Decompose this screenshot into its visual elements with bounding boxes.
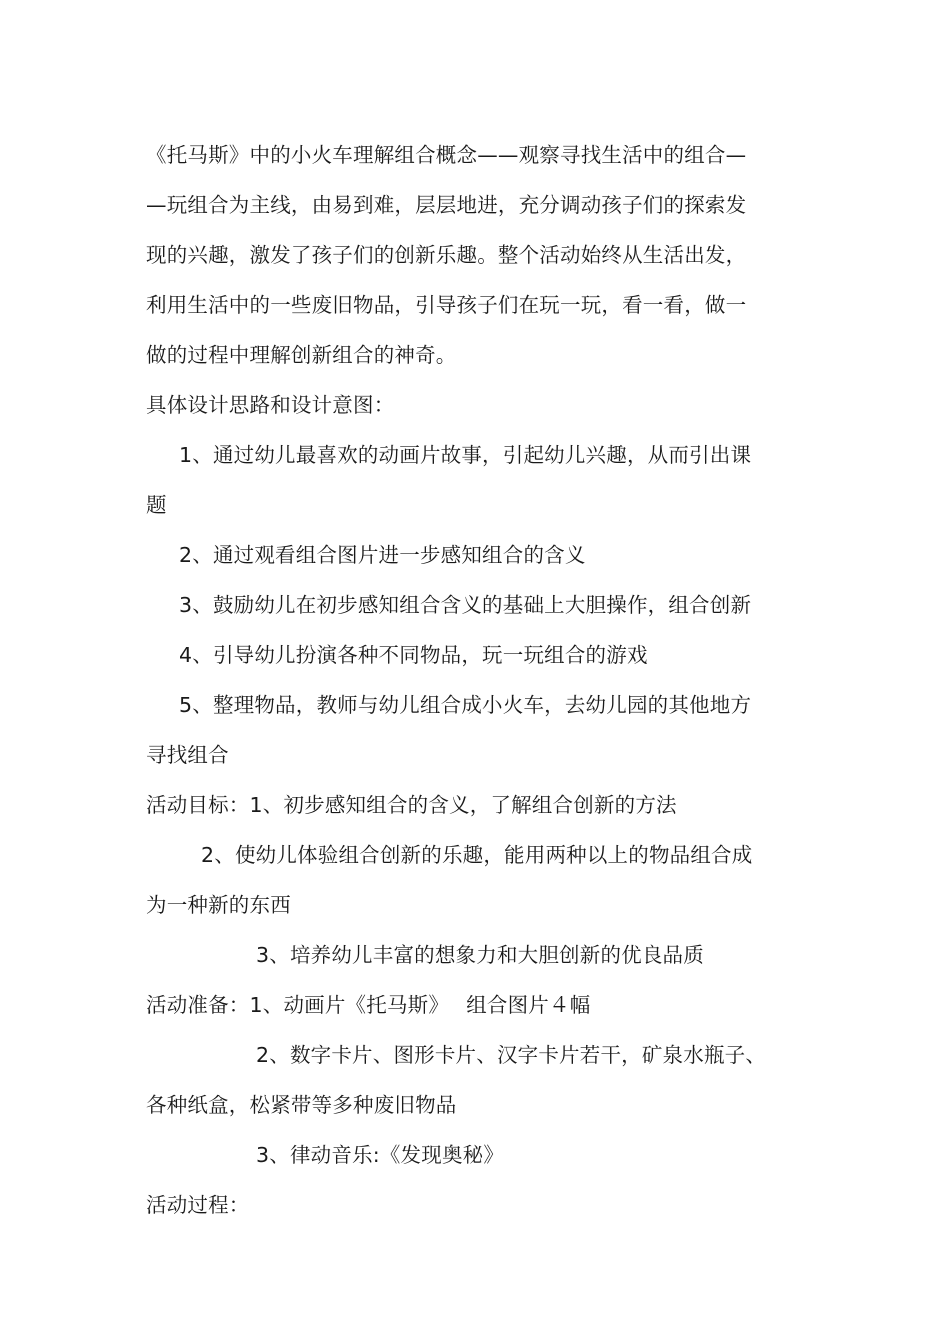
prep-line-1: 活动准备：1、动画片《托马斯》 组合图片４幅	[146, 993, 591, 1017]
design-item-1-line-1: 1、通过幼儿最喜欢的动画片故事，引起幼儿兴趣，从而引出课	[179, 443, 752, 467]
prep-line-4: 3、律动音乐:《发现奥秘》	[256, 1143, 505, 1167]
design-item-1-line-2: 题	[146, 493, 167, 517]
design-item-5-line-2: 寻找组合	[146, 743, 229, 767]
prep-line-2: 2、数字卡片、图形卡片、汉字卡片若干，矿泉水瓶子、	[256, 1043, 767, 1067]
goals-line-4: 3、培养幼儿丰富的想象力和大胆创新的优良品质	[256, 943, 704, 967]
intro-line-4: 利用生活中的一些废旧物品，引导孩子们在玩一玩，看一看，做一	[146, 293, 747, 317]
design-item-5-line-1: 5、整理物品，教师与幼儿组合成小火车，去幼儿园的其他地方	[179, 693, 752, 717]
goals-line-2: 2、使幼儿体验组合创新的乐趣，能用两种以上的物品组合成	[201, 843, 753, 867]
document-body	[146, 130, 808, 1230]
intro-line-1: 《托马斯》中的小火车理解组合概念——观察寻找生活中的组合—	[146, 143, 747, 167]
goals-line-3: 为一种新的东西	[146, 893, 291, 917]
goals-line-1: 活动目标：1、初步感知组合的含义，了解组合创新的方法	[146, 793, 677, 817]
process-heading: 活动过程：	[146, 1193, 250, 1217]
design-item-2: 2、通过观看组合图片进一步感知组合的含义	[179, 543, 586, 567]
intro-line-2: —玩组合为主线，由易到难，层层地进，充分调动孩子们的探索发	[146, 193, 747, 217]
design-item-3: 3、鼓励幼儿在初步感知组合含义的基础上大胆操作，组合创新	[179, 593, 752, 617]
intro-line-3: 现的兴趣，激发了孩子们的创新乐趣。整个活动始终从生活出发，	[146, 243, 747, 267]
intro-line-5: 做的过程中理解创新组合的神奇。	[146, 343, 457, 367]
design-item-4: 4、引导幼儿扮演各种不同物品，玩一玩组合的游戏	[179, 643, 648, 667]
design-heading: 具体设计思路和设计意图：	[146, 393, 395, 417]
prep-line-3: 各种纸盒，松紧带等多种废旧物品	[146, 1093, 457, 1117]
